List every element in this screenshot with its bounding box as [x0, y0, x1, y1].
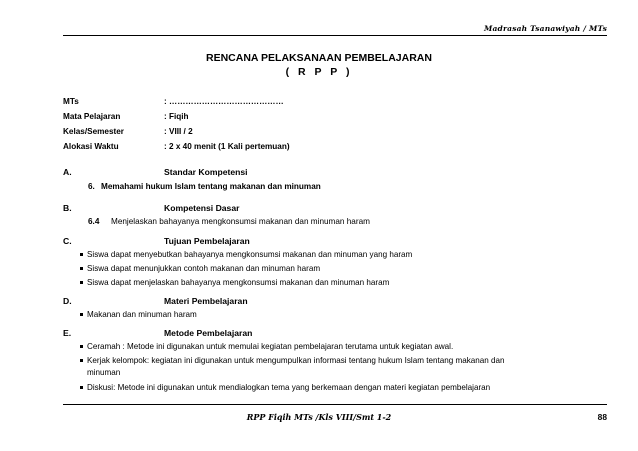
bullet-icon [80, 345, 83, 348]
section-a-title: Standar Kompetensi [164, 167, 248, 177]
section-b-item-text: Menjelaskan bahayanya mengkonsumsi makanan dan minuman haram [111, 217, 370, 226]
section-b-item-num: 6.4 [88, 217, 100, 226]
list-item [80, 264, 320, 273]
info-label-mts: MTs [63, 97, 79, 106]
info-value-subject: : Fiqih [164, 112, 189, 121]
section-d-title: Materi Pembelajaran [164, 296, 248, 306]
info-label-time: Alokasi Waktu [63, 142, 119, 151]
header-rule [63, 35, 607, 36]
list-item [80, 278, 389, 287]
list-item-text: Siswa dapat menjelaskan bahayanya mengkonsumsi makanan dan minuman haram [87, 278, 390, 287]
info-value-mts: : …………………………………… [164, 97, 284, 106]
bullet-icon [80, 313, 83, 316]
section-b-letter: B. [63, 203, 72, 213]
footer-title: RPP Fiqih MTs /Kls VIII/Smt 1-2 [246, 412, 392, 422]
bullet-icon [80, 359, 83, 362]
section-e-letter: E. [63, 328, 72, 338]
list-item-text: Diskusi: Metode ini digunakan untuk mendialogkan tema yang berkemaan dengan materi kegiatan pembelajaran [87, 383, 491, 392]
list-item-continuation: minuman [87, 368, 121, 377]
section-b-title: Kompetensi Dasar [164, 203, 240, 213]
section-e-title: Metode Pembelajaran [164, 328, 253, 338]
section-a-item-text: Memahami hukum Islam tentang makanan dan minuman [101, 182, 321, 191]
info-label-class: Kelas/Semester [63, 127, 124, 136]
list-item [80, 250, 412, 259]
list-item-text: Kerjak kelompok: kegiatan ini digunakan untuk mengumpulkan informasi tentang hukum Islam tentang makanan dan [87, 356, 505, 365]
info-value-time: : 2 x 40 menit (1 Kali pertemuan) [164, 142, 290, 151]
list-item [80, 356, 505, 365]
list-item [80, 383, 490, 392]
section-a-item-num: 6. [88, 182, 95, 191]
list-item-text: Ceramah : Metode ini digunakan untuk memulai kegiatan pembelajaran terutama untuk kegiatan awal. [87, 342, 454, 351]
section-d-letter: D. [63, 296, 72, 306]
section-a-letter: A. [63, 167, 72, 177]
list-item-text: Siswa dapat menunjukkan contoh makanan dan minuman haram [87, 264, 321, 273]
list-item-text: Siswa dapat menyebutkan bahayanya mengkonsumsi makanan dan minuman yang haram [87, 250, 413, 259]
page-subtitle: ( R P P ) [285, 66, 353, 78]
list-item [80, 342, 453, 351]
page-title: RENCANA PELAKSANAAN PEMBELAJARAN [206, 52, 432, 64]
list-item [80, 310, 197, 319]
bullet-icon [80, 267, 83, 270]
section-c-letter: C. [63, 236, 72, 246]
list-item-text: Makanan dan minuman haram [87, 310, 197, 319]
bullet-icon [80, 281, 83, 284]
section-c-title: Tujuan Pembelajaran [164, 236, 250, 246]
header-school: Madrasah Tsanawiyah / MTs [483, 24, 607, 33]
bullet-icon [80, 386, 83, 389]
bullet-icon [80, 253, 83, 256]
info-label-subject: Mata Pelajaran [63, 112, 121, 121]
page-number: 88 [597, 412, 607, 422]
info-value-class: : VIII / 2 [164, 127, 193, 136]
footer-rule [63, 404, 607, 405]
